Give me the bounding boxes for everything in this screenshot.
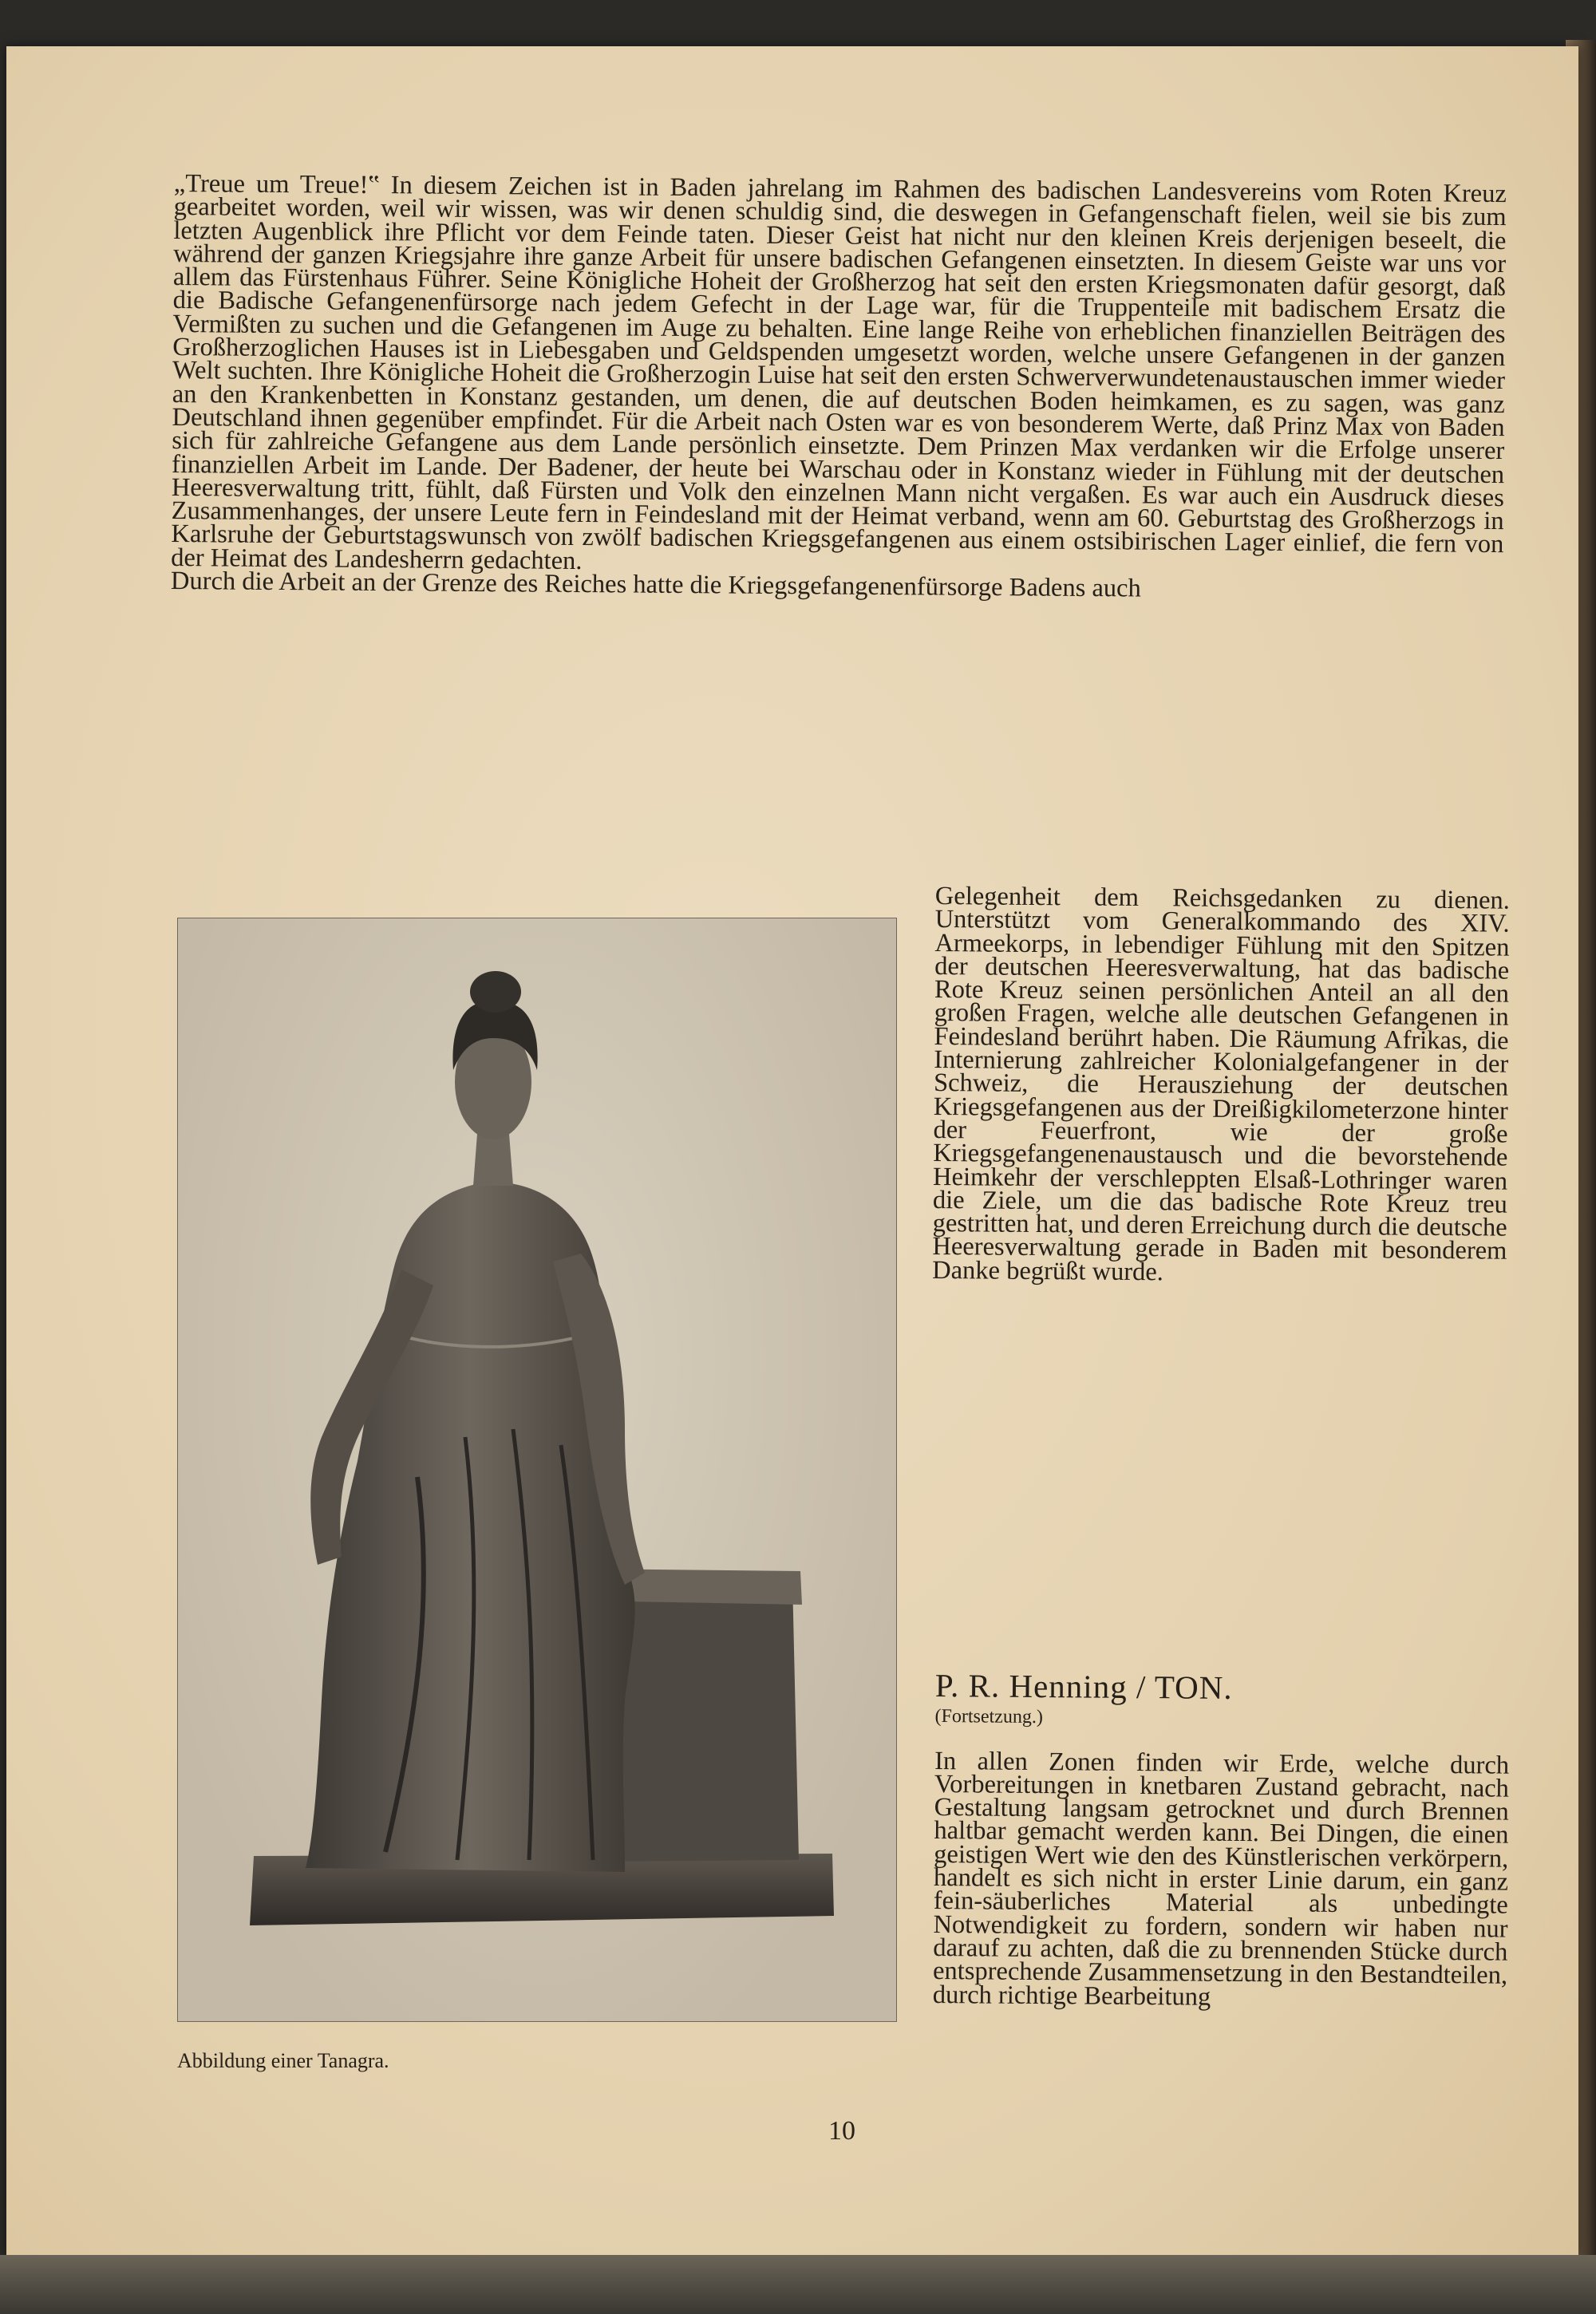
- right-column-text: [932, 882, 1511, 1287]
- second-paragraph-lead: Durch die Arbeit an der Grenze des Reiches hatte die Kriegsgefangenenfürsorge Badens auch: [170, 567, 1141, 603]
- intro-text-block: [170, 169, 1507, 603]
- page-bottom-edge: [0, 2255, 1596, 2314]
- article-heading: P. R. Henning / TON.: [934, 1667, 1233, 1706]
- henning-article: [932, 1667, 1510, 2012]
- article-body: In allen Zonen finden wir Erde, welche durch Vorbereitungen in knetbaren Zustand gebracht, nach Gestaltung langsam getrocknet und durch Brennen haltbar gemacht werden kann. Bei Dingen, die einen geistigen Wert wie den des Künstlerischen verkörpern, handelt es sich nicht in erster Linie darum, ein ganz fein-säuberliches Material als unbedingte Notwendigkeit zu fordern, sondern wir haben nur darauf zu achten, daß die zu brennenden Stücke durch entsprechende Zusammensetzung in den Bestandteilen, durch richtige Bearbeitung: [932, 1746, 1510, 2012]
- tanagra-statue-illustration: [178, 918, 896, 2021]
- tanagra-figure-image: [177, 918, 897, 2022]
- figure-caption: Abbildung einer Tanagra.: [177, 2049, 389, 2072]
- article-subheading: (Fortsetzung.): [934, 1706, 1043, 1728]
- second-paragraph-rest: Gelegenheit dem Reichsgedanken zu dienen. Unterstützt vom Generalkommando des XIV. Armeekorps, in lebendiger Fühlung mit den Spitzen der deutschen Heeresverwaltung, hat das badische Rote Kreuz seinen persönlichen Anteil an all den großen Fragen, welche alle deutschen Gefangenen in Feindesland berührt haben. Die Räumung Afrikas, die Internierung zahlreicher Kolonialgefangener in der Schweiz, die Herausziehung der deutschen Kriegsgefangenen aus der Dreißigkilometerzone hinter der Feuerfront, wie der große Kriegsgefangenenaustausch und die bevorstehende Heimkehr der verschleppten Elsaß-Lothringer waren die Ziele, um die das badische Rote Kreuz treu gestritten hat, und deren Erreichung durch die deutsche Heeresverwaltung gerade in Baden mit besonderem Danke begrüßt wurde.: [932, 882, 1511, 1287]
- page-number: 10: [828, 2116, 855, 2146]
- intro-paragraph: „Treue um Treue!‟ In diesem Zeichen ist in Baden jahrelang im Rahmen des badischen Landesvereins vom Roten Kreuz gearbeitet worden, weil wir wissen, was wir denen schuldig sind, die deswegen in Gefangenschaft fielen, weil sie bis zum letzten Augenblick ihre Pflicht vor dem Feinde taten. Dieser Geist hat nicht nur den kleinen Kreis derjenigen beseelt, die während der ganzen Kriegsjahre ihre ganze Arbeit für unsere badischen Gefangenen einsetzten. In diesem Geiste war uns vor allem das Fürstenhaus Führer. Seine Königliche Hoheit der Großherzog hat seit den ersten Kriegsmonaten dafür gesorgt, daß die Badische Gefangenenfürsorge nach jedem Gefecht in der Lage war, für die Truppenteile mit badischem Ersatz die Vermißten zu suchen und die Gefangenen im Auge zu behalten. Eine lange Reihe von erheblichen finanziellen Beiträgen des Großherzoglichen Hauses ist in Liebesgaben und Geldspenden umgesetzt worden, welche unsere Gefangenen in der ganzen Welt suchten. Ihre Königliche Hoheit die Großherzogin Luise hat seit den ersten Schwerverwundetenaustauschen immer wieder an den Krankenbetten in Konstanz gestanden, um denen, die auf deutschen Boden heimkamen, es zu sagen, was ganz Deutschland ihnen gegenüber empfindet. Für die Arbeit nach Osten war es von besonderem Werte, daß Prinz Max von Baden sich für zahlreiche Gefangene aus dem Lande persönlich einsetzte. Dem Prinzen Max verdanken wir die Erfolge unserer finanziellen Arbeit im Lande. Der Badener, der heute bei Warschau oder in Konstanz wieder in Fühlung mit der deutschen Heeresverwaltung tritt, fühlt, daß Fürsten und Volk den einzelnen Mann nicht vergaßen. Es war auch ein Ausdruck dieses Zusammenhanges, der unsere Leute fern in Feindesland mit der Heimat verband, wenn am 60. Geburtstag des Großherzogs in Karlsruhe der Geburtstagswunsch von zwölf badischen Kriegsgefangenen aus einem ostsibirischen Lager einlief, die fern von der Heimat des Landesherrn gedachten.: [171, 169, 1507, 575]
